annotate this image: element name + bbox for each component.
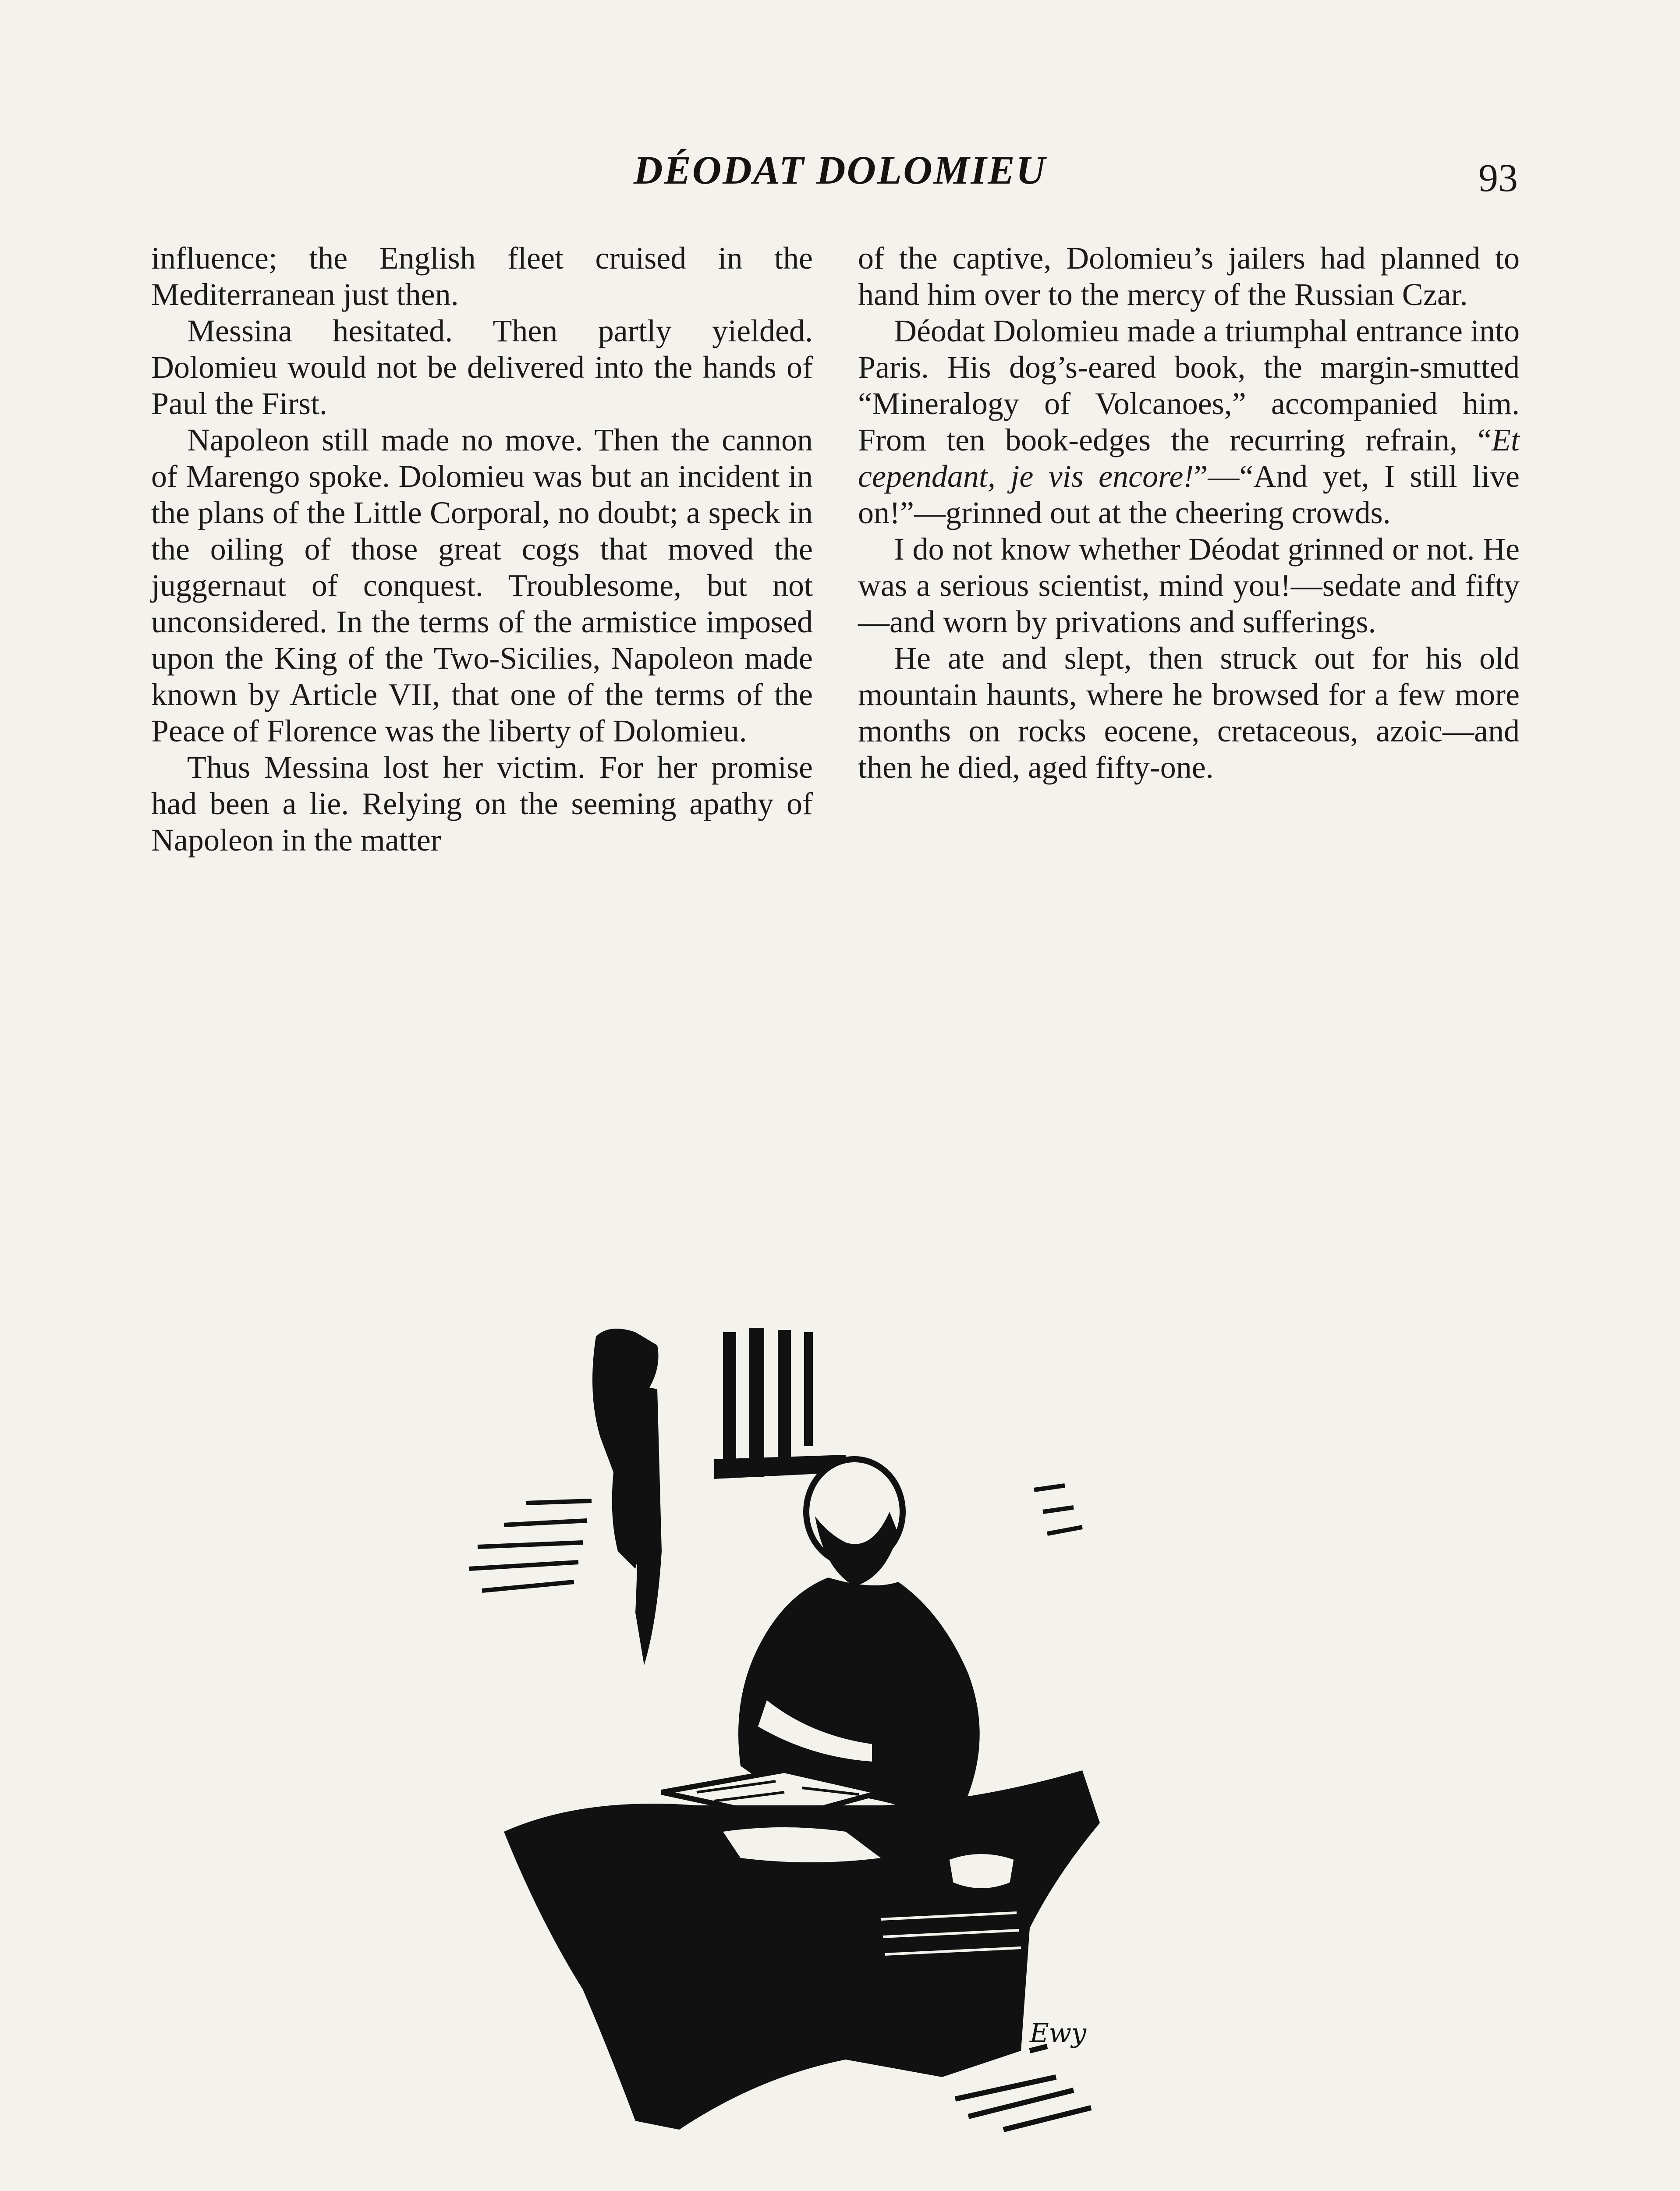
- window-bar-1: [723, 1332, 736, 1477]
- right-paragraph-2: [858, 313, 1520, 531]
- left-text-column: [151, 240, 813, 858]
- right-paragraph-3: I do not know whether Déodat grinned or not. He was a serious scientist, mind you!—sedate and fifty—and worn by privations and sufferings.: [858, 532, 1520, 639]
- hanging-cloth-drape: [635, 1385, 662, 1665]
- left-paragraph-4: Thus Messina lost her victim. For her promise had been a lie. Relying on the seeming apathy of Napoleon in the matter: [151, 750, 813, 858]
- bowl: [946, 1851, 1017, 1891]
- left-paragraph-2: Messina hesitated. Then partly yielded. Dolomieu would not be delivered into the hands of Paul the First.: [151, 313, 813, 421]
- right-text-column: [858, 240, 1520, 786]
- window-bar-4: [804, 1332, 813, 1446]
- prisoner-reading-illustration: [451, 1306, 1240, 2169]
- page-number: 93: [1478, 156, 1518, 200]
- left-paragraph-3: Napoleon still made no move. Then the cannon of Marengo spoke. Dolomieu was but an incident in the plans of the Little Corporal, no doubt; a speck in the oiling of those great cogs that moved the juggernaut of conquest. Troublesome, but not unconsidered. In the terms of the armistice imposed upon the King of the Two-Sicilies, Napoleon made known by Article VII, that one of the terms of the Peace of Florence was the liberty of Dolomieu.: [151, 422, 813, 748]
- running-head-title: DÉODAT DOLOMIEU: [633, 148, 1047, 192]
- left-paragraph-1: influence; the English fleet cruised in the Mediterranean just then.: [151, 241, 813, 312]
- right-paragraph-2-start: Déodat Dolomieu made a triumphal entrance into Paris. His dog’s-eared book, the margin-smutted “Mineralogy of Volcanoes,” accompanied him. From ten book-edges the recurring refrain, “: [858, 313, 1520, 457]
- right-paragraph-4: He ate and slept, then struck out for his old mountain haunts, where he browsed for a few more months on rocks eocene, cretaceous, azoic—and then he died, aged fifty-one.: [858, 641, 1520, 785]
- window-bar-3: [778, 1330, 791, 1470]
- artist-signature: Ewy: [1030, 2018, 1087, 2049]
- right-paragraph-1: of the captive, Dolomieu’s jailers had planned to hand him over to the mercy of the Russian Czar.: [858, 241, 1520, 312]
- right-paragraph-2-end: ”—“And yet, I still live on!”—grinned out at the cheering crowds.: [858, 459, 1520, 530]
- french-refrain-italic: Et cependant, je vis encore!: [858, 422, 1520, 494]
- window-bar-2: [749, 1328, 764, 1477]
